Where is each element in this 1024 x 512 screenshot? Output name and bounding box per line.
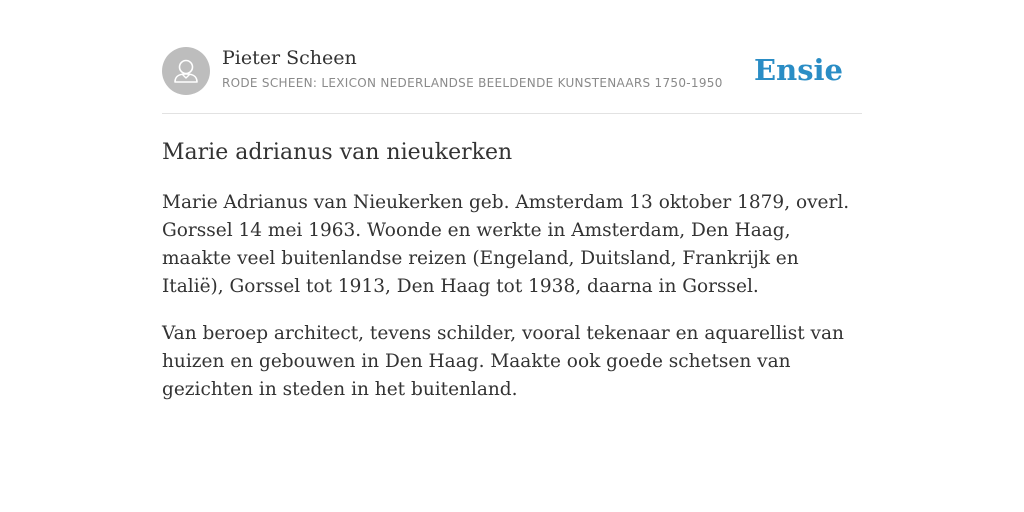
article-title: Marie adrianus van nieukerken	[162, 140, 513, 165]
article-header	[162, 44, 862, 114]
source-label[interactable]: RODE SCHEEN: LEXICON NEDERLANDSE BEELDENDE KUNSTENAARS 1750-1950	[222, 76, 723, 90]
author-name[interactable]: Pieter Scheen	[222, 47, 357, 69]
article-paragraph: Marie Adrianus van Nieukerken geb. Amsterdam 13 oktober 1879, overl. Gorssel 14 mei 1963. Woonde en werkte in Amsterdam, Den Haag, maakte veel buitenlandse reizen (Engeland, Duitsland, Frankrijk en Italië), Gorssel tot 1913, Den Haag tot 1938, daarna in Gorssel.	[162, 192, 850, 297]
article-paragraph: Van beroep architect, tevens schilder, vooral tekenaar en aquarellist van huizen en gebouwen in Den Haag. Maakte ook goede schetsen van gezichten in steden in het buitenland.	[162, 323, 844, 400]
ensie-logo[interactable]: Ensie	[754, 53, 843, 87]
author-avatar[interactable]	[162, 47, 210, 95]
user-icon	[162, 47, 210, 95]
article-card	[162, 44, 862, 404]
